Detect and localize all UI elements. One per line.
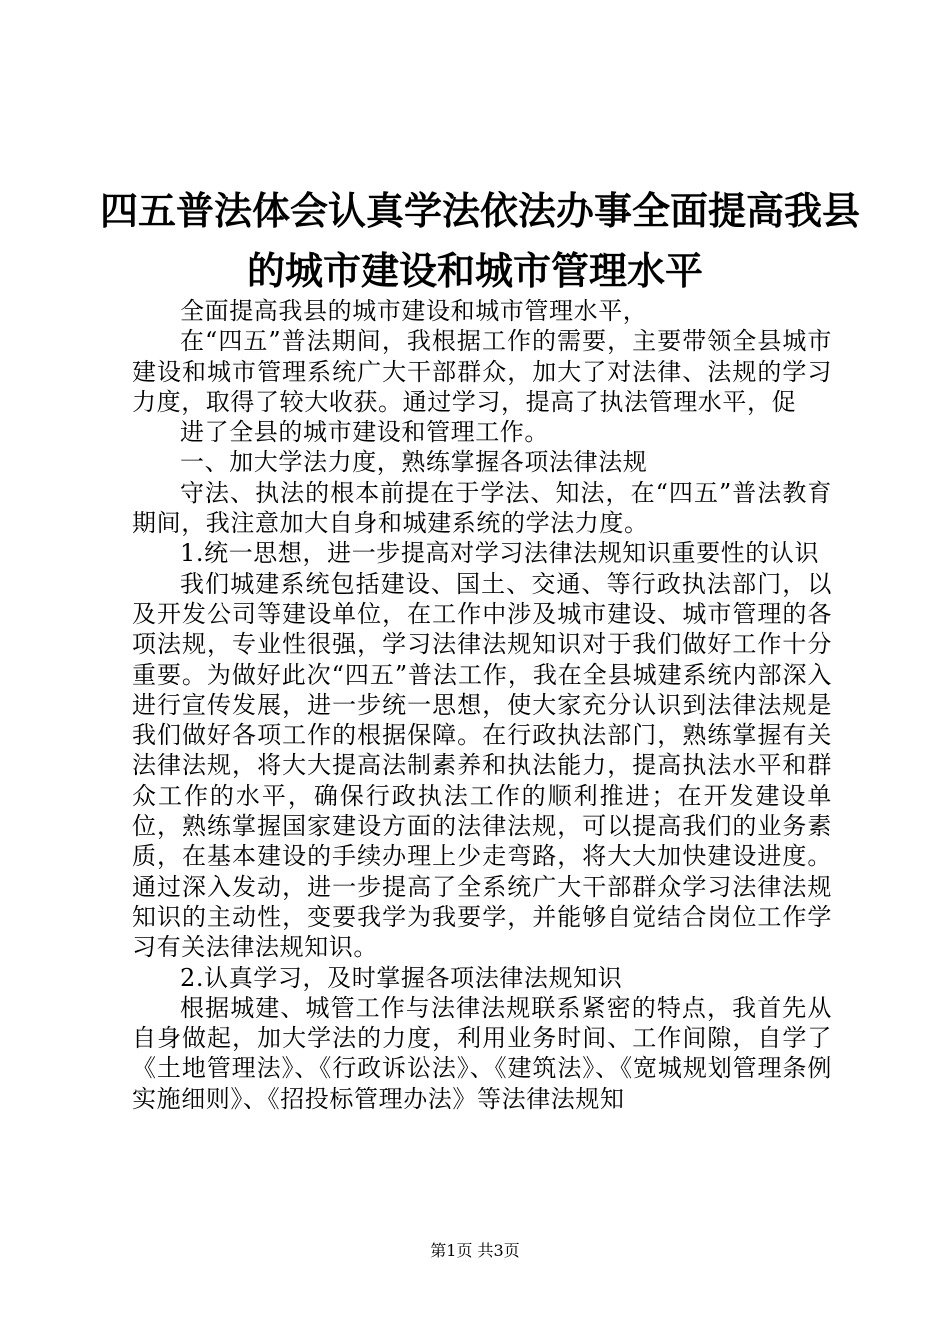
section-heading: 一、加大学法力度，熟练掌握各项法律法规 [180, 448, 648, 477]
paragraph: 在“四五”普法期间，我根据工作的需要，主要带领全县城市建设和城市管理系统广大干部群众，加大了对法律、法规的学习力度，取得了较大收获。通过学习，提高了执法管理水平，促 [132, 327, 832, 416]
subsection-heading: 1.统一思想，进一步提高对学习法律法规知识重要性的认识 [180, 539, 820, 568]
paragraph: 根据城建、城管工作与法律法规联系紧密的特点，我首先从自身做起，加大学法的力度，利用业务时间、工作间隙，自学了《土地管理法》、《行政诉讼法》、《建筑法》、《宽城规划管理条例实施细则》、《招投标管理办法》等法律法规知 [132, 993, 832, 1113]
document-title-line-1: 四五普法体会认真学法依法办事全面提高我县 [100, 188, 861, 233]
document-body [132, 296, 832, 1114]
page-number-footer: 第1页 共3页 [430, 1241, 520, 1260]
paragraph: 守法、执法的根本前提在于学法、知法，在“四五”普法教育期间，我注意加大自身和城建系统的学法力度。 [132, 478, 832, 538]
paragraph: 进了全县的城市建设和管理工作。 [180, 418, 549, 447]
paragraph: 全面提高我县的城市建设和城市管理水平， [180, 297, 648, 325]
document-title-line-2: 的城市建设和城市管理水平 [246, 248, 703, 293]
subsection-heading: 2.认真学习，及时掌握各项法律法规知识 [180, 963, 623, 992]
paragraph: 我们城建系统包括建设、国土、交通、等行政执法部门，以及开发公司等建设单位，在工作中涉及城市建设、城市管理的各项法规，专业性很强，学习法律法规知识对于我们做好工作十分重要。为做好此次“四五”普法工作，我在全县城建系统内部深入进行宣传发展，进一步统一思想，使大家充分认识到法律法规是我们做好各项工作的根据保障。在行政执法部门，熟练掌握有关法律法规，将大大提高法制素养和执法能力，提高执法水平和群众工作的水平，确保行政执法工作的顺利推进；在开发建设单位，熟练掌握国家建设方面的法律法规，可以提高我们的业务素质，在基本建设的手续办理上少走弯路，将大大加快建设进度。通过深入发动，进一步提高了全系统广大干部群众学习法律法规知识的主动性，变要我学为我要学，并能够自觉结合岗位工作学习有关法律法规知识。 [132, 569, 832, 962]
